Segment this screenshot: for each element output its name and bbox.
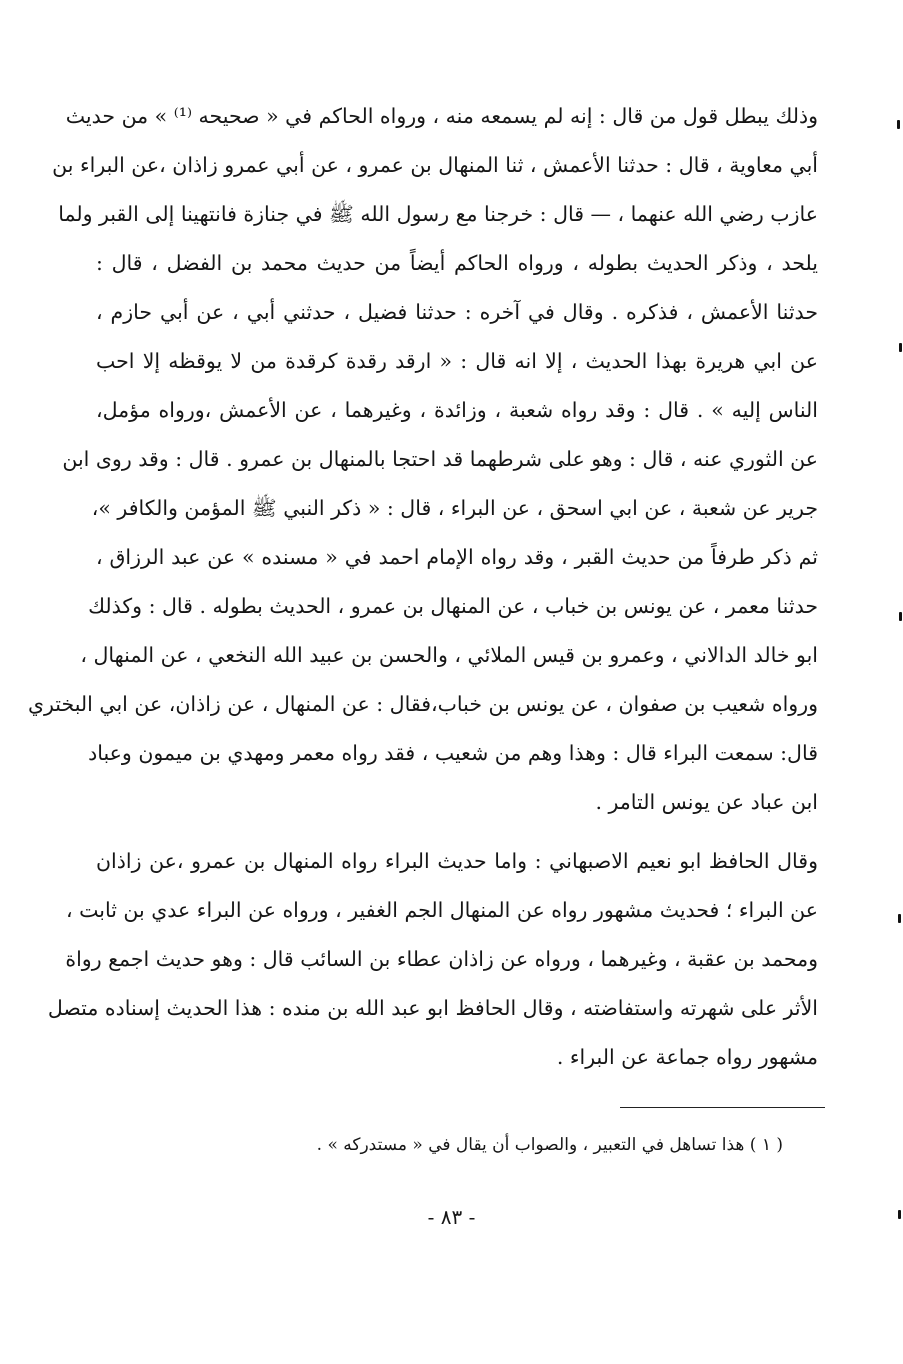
text-line: قال: سمعت البراء قال : وهذا وهم من شعيب ، فقد رواه معمر ومهدي بن ميمون وعباد bbox=[88, 741, 818, 765]
text-line: جرير عن شعبة ، عن ابي اسحق ، عن البراء ، قال : « ذكر النبي ﷺ المؤمن والكافر »، bbox=[91, 496, 818, 520]
text-line: مشهور رواه جماعة عن البراء . bbox=[556, 1045, 818, 1069]
text-line: عن البراء ؛ فحديث مشهور رواه عن المنهال الجم الغفير ، ورواه عن البراء عدي بن ثابت ، bbox=[65, 898, 818, 922]
text-line: عن الثوري عنه ، قال : وهو على شرطهما قد احتجا بالمنهال بن عمرو . قال : وقد روى ابن bbox=[62, 447, 818, 471]
margin-mark bbox=[898, 914, 901, 923]
margin-mark bbox=[899, 343, 902, 352]
text-line: حدثنا الأعمش ، فذكره . وقال في آخره : حدثنا فضيل ، حدثني أبي ، عن أبي حازم ، bbox=[96, 300, 818, 324]
margin-mark bbox=[899, 612, 902, 621]
text-line: وقال الحافظ ابو نعيم الاصبهاني : واما حديث البراء رواه المنهال بن عمرو ،عن زاذان bbox=[96, 849, 818, 873]
text-line: أبي معاوية ، قال : حدثنا الأعمش ، ثنا المنهال بن عمرو ، عن أبي عمرو زاذان ،عن البراء بن bbox=[52, 153, 818, 177]
margin-mark bbox=[898, 1210, 901, 1219]
text-line: الناس إليه » . قال : وقد رواه شعبة ، وزائدة ، وغيرهما ، عن الأعمش ،ورواه مؤمل، bbox=[96, 398, 818, 422]
text-line: عن ابي هريرة بهذا الحديث ، إلا انه قال : « ارقد رقدة كرقدة من لا يوقظه إلا احب bbox=[96, 349, 818, 373]
text-line: الأثر على شهرته واستفاضته ، وقال الحافظ ابو عبد الله بن منده : هذا الحديث إسناده متصل bbox=[47, 996, 818, 1020]
text-line: ورواه شعيب بن صفوان ، عن يونس بن خباب،فقال : عن المنهال ، عن زاذان، عن ابي البختري bbox=[27, 692, 818, 716]
text-line: وذلك يبطل قول من قال : إنه لم يسمعه منه ، ورواه الحاكم في « صحيحه ⁽¹⁾ » من حديث bbox=[65, 104, 818, 128]
footnote-separator bbox=[620, 1107, 825, 1108]
margin-mark bbox=[897, 120, 900, 129]
text-line: ومحمد بن عقبة ، وغيرهما ، ورواه عن زاذان عطاء بن السائب قال : وهو حديث اجمع رواة bbox=[65, 947, 818, 971]
page-number: - ٨٣ - bbox=[427, 1205, 476, 1229]
footnote: ( ١ ) هذا تساهل في التعبير ، والصواب أن يقال في « مستدركه » . bbox=[316, 1135, 783, 1155]
text-line: ابو خالد الدالاني ، وعمرو بن قيس الملائي ، والحسن بن عبيد الله النخعي ، عن المنهال ، bbox=[80, 643, 818, 667]
text-line: ثم ذكر طرفاً من حديث القبر ، وقد رواه الإمام احمد في « مسنده » عن عبد الرزاق ، bbox=[96, 545, 818, 569]
text-line: يلحد ، وذكر الحديث بطوله ، ورواه الحاكم أيضاً من حديث محمد بن الفضل ، قال : bbox=[96, 251, 818, 275]
text-line: حدثنا معمر ، عن يونس بن خباب ، عن المنهال بن عمرو ، الحديث بطوله . قال : وكذلك bbox=[88, 594, 818, 618]
paragraph-2 bbox=[47, 837, 818, 1082]
text-line: ابن عباد عن يونس التامر . bbox=[595, 790, 818, 814]
paragraph-1 bbox=[27, 92, 818, 827]
text-line: عازب رضي الله عنهما ، — قال : خرجنا مع رسول الله ﷺ في جنازة فانتهينا إلى القبر ولما bbox=[58, 202, 818, 226]
